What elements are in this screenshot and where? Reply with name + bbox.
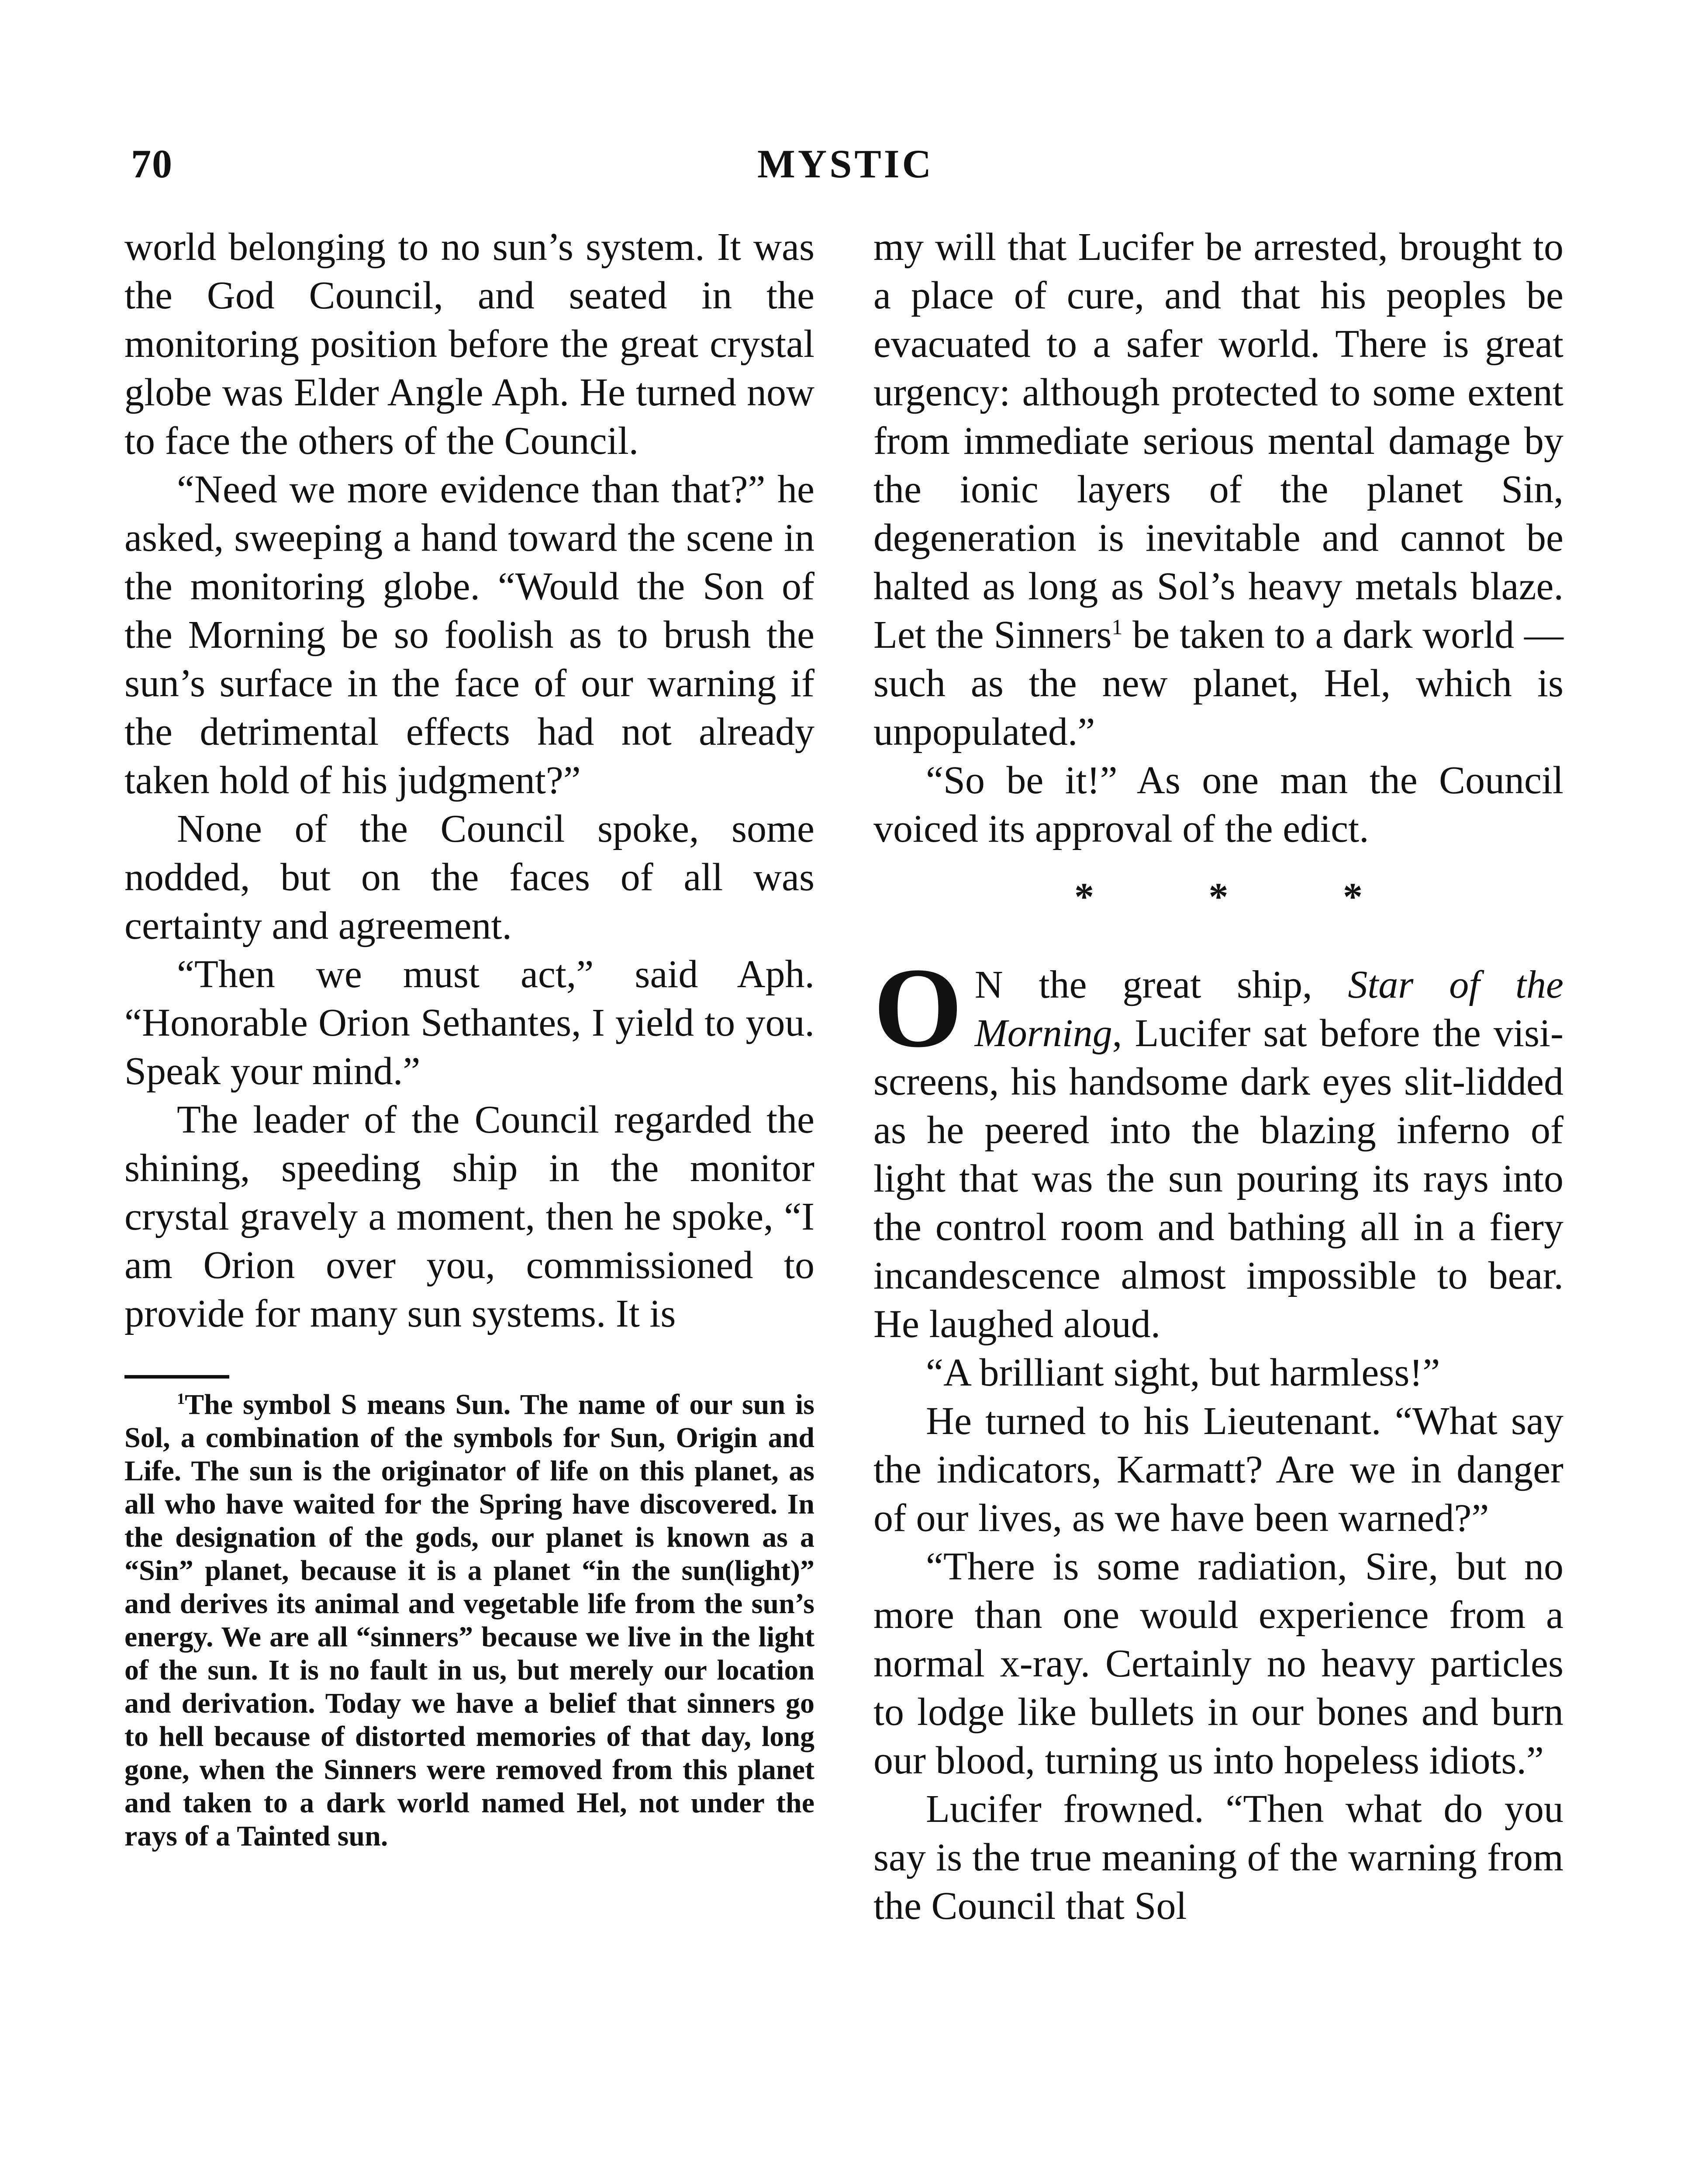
paragraph-text: , Lucifer sat before the visi-screens, his handsome dark eyes slit-lidded as he peered into the blazing inferno of light that was the sun pouring its rays into the control room and bathing all in a fiery incandescence almost impossible to bear. He laughed aloud. xyxy=(873,1012,1563,1346)
paragraph: Lucifer frowned. “Then what do you say is the true meaning of the warning from the Council that Sol xyxy=(873,1787,1563,1928)
footnote-text: The symbol S means Sun. The name of our sun is Sol, a combination of the symbols for Sun, Origin and Life. The sun is the originator of life on this planet, as all who have waited for the Spring have discovered. In the designation of the gods, our planet is known as a “Sin” planet, because it is a planet “in the sun(light)” and derives its animal and vegetable life from the sun’s energy. We are all “sinners” because we live in the light of the sun. It is no fault in us, but merely our location and derivation. Today we have a belief that sinners go to hell because of distorted memories of that day, long gone, when the Sinners were removed from this planet and taken to a dark world named Hel, not under the rays of a Tainted sun. xyxy=(124,1389,814,1852)
paragraph: “So be it!” As one man the Council voiced its approval of the edict. xyxy=(873,759,1563,850)
running-title: MYSTIC xyxy=(757,142,934,186)
paragraph-text: N the great ship, xyxy=(974,963,1348,1006)
footnote-reference: 1 xyxy=(1111,615,1123,639)
paragraph: “A brilliant sight, but harmless!” xyxy=(926,1351,1440,1394)
paragraph: He turned to his Lieutenant. “What say the indicators, Karmatt? Are we in danger of our lives, as we have been warned?” xyxy=(873,1400,1563,1540)
right-column xyxy=(873,223,1563,1930)
ship-name: Star of the Morning xyxy=(974,963,1563,1055)
paragraph: None of the Council spoke, some nodded, but on the faces of all was certainty and agreement. xyxy=(124,807,814,947)
section-break: * * * xyxy=(1074,875,1415,919)
paragraph xyxy=(873,944,1563,1348)
paragraph: “Need we more evidence than that?” he asked, sweeping a hand toward the scene in the monitoring globe. “Would the Son of the Morning be so foolish as to brush the sun’s surface in the face of our warning if the detrimental effects had not already taken hold of his judgment?” xyxy=(124,468,814,802)
paragraph: “There is some radiation, Sire, but no more than one would experience from a normal x-ray. Certainly no heavy particles to lodge like bullets in our bones and burn our blood, turning us into hopeless idiots.” xyxy=(873,1545,1563,1782)
paragraph: “Then we must act,” said Aph. “Honorable Orion Sethantes, I yield to you. Speak your mind.” xyxy=(124,953,814,1093)
left-column xyxy=(124,223,814,1853)
footnote-divider xyxy=(124,1375,229,1379)
drop-cap: O xyxy=(873,944,963,1071)
paragraph-text: my will that Lucifer be arrested, brought to a place of cure, and that his peoples be evacuated to a safer world. There is great urgency: although protected to some extent from immediate serious mental damage by the ionic layers of the planet Sin, degeneration is inevitable and cannot be halted as long as Sol’s heavy metals blaze. Let the Sinners xyxy=(873,225,1563,657)
page-number: 70 xyxy=(131,142,173,186)
footnote xyxy=(124,1388,814,1853)
paragraph: world belonging to no sun’s system. It was the God Council, and seated in the monitoring position before the great crystal globe was Elder Angle Aph. He turned now to face the others of the Council. xyxy=(124,225,814,463)
paragraph xyxy=(873,223,1563,756)
paragraph-text: be taken to a dark world —such as the new planet, Hel, which is unpopulated.” xyxy=(873,613,1563,753)
paragraph: The leader of the Council regarded the shining, speeding ship in the monitor crystal gravely a moment, then he spoke, “I am Orion over you, commissioned to provide for many sun systems. It is xyxy=(124,1098,814,1335)
footnote-marker: 1 xyxy=(177,1390,185,1407)
